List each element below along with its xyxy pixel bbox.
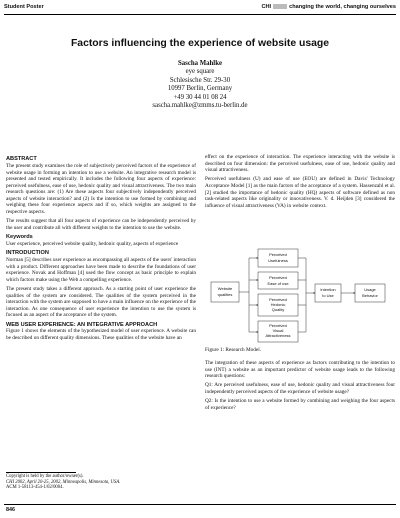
abstract-heading: ABSTRACT [6,156,37,162]
author-email: sascha.mahlke@zmms.tu-berlin.de [152,102,248,110]
usage-label-2: Behavior [362,293,378,298]
usage-label-1: Usage [364,287,376,292]
research-model-diagram [205,240,395,360]
hedonic-label-1: Perceived [269,297,287,302]
footnote-line: CHI 2002, April 20-25, 2002, Minneapolis, Minnesota, USA. [6,479,121,485]
keywords-heading: Keywords [6,234,33,241]
website-label-1: Website [217,286,233,291]
usefulness-label-1: Perceived [269,252,287,257]
paper-title: Factors influencing the experience of website usage [70,38,330,49]
hedonic-label-3: Quality [271,307,285,312]
copyright-footnote [6,472,146,491]
usefulness-label-2: Usefulness [268,258,288,263]
web-ux-heading: WEB USER EXPERIENCE: AN INTEGRATIVE APPROACH [6,321,158,328]
abstract-paragraph: The results suggest that all four aspects of experience can be independently perceived by the user and contribute all with different weights to the intention to use the website. [6,218,196,231]
footnote-line: Copyright is held by the author/owner(s). [6,474,84,479]
left-column [6,154,196,344]
body-paragraph: The integration of these aspects of experience as factors contributing to the intention to use (INT) a website as an important predictor of website usage leads to the following research questions: [205,360,395,380]
website-label-2: qualities [217,292,233,297]
footnote-rule [6,472,76,473]
figure-caption: Figure 1: Research Model. [205,347,261,353]
page-header [4,2,396,13]
hedonic-label-2: Hedonic [270,302,286,307]
header-rule [4,14,396,15]
visual-label-1: Perceived [269,323,287,328]
author-block [0,60,400,110]
web-ux-paragraph: Figure 1 shows the elements of the hypothesized model of user experience. A website can be described on different quality dimensions. These qualities of the website have an [6,328,196,342]
intro-paragraph: Norman [5] describes user experience as encompassing all aspects of the users' interaction with a product. Different approaches have been made to describe the foundations of user experience. Novak and Hoffman [4] used the flow concept as basic principle to explain which factors make using the Web a compelling experience. [6,257,196,283]
ease-label-1: Perceived [269,275,287,280]
intention-label-1: Intention [320,287,336,292]
intro-paragraph: The present study takes a different approach. As a starting point of user experience the qualities of the system are considered. The qualities of the system perceived in the interaction with the system are supposed to have a main influence on the experience of the interaction. As one consequence of user experience the intention to use the system is focused as an aspect of the acceptance of the system. [6,286,196,319]
right-column-lower [205,360,395,414]
author-line: 10997 Berlin, Germany [167,85,233,93]
research-question: Q1: Are perceived usefulness, ease of use, hedonic quality and visual attractiveness four independently perceived aspects of the experience of website usage? [205,382,395,395]
header-chi: CHI [261,4,272,10]
header-right [261,4,396,10]
visual-label-2: Visual [272,328,284,333]
page-number: 846 [6,507,15,513]
body-paragraph: effect on the experience of interaction. The experience interacting with the website is described on four dimension: the perceived usefulness, ease of use, hedonic quality and visual attractiveness. [205,154,395,174]
intention-label-2: to Use [322,293,334,298]
header-left: Student Poster [4,4,44,10]
abstract-paragraph: The present study examines the role of subjectively perceived factors of the experience of website usage in forming an intention to use a website. An integrative research model is presented and tested empirically. It includes the following four aspects of experience: perceived usefulness, ease of use, hedonic quality and visual attractiveness. The two main research questions are: (1) Are these aspects four subjectively independently perceived aspects of website interaction? and (2) Is the intention to use formed by combining and weighing these four experience aspects and if so, which weights are assigned to the respective aspects. [6,162,196,216]
author-line: Schlesische Str. 29-30 [169,76,231,84]
header-slogan: changing the world, changing ourselves [289,4,396,10]
author-line: +49 30 44 01 08 24 [173,93,227,101]
right-column [205,154,395,212]
footer-rule [4,504,396,505]
chi-logo-icon [273,4,287,9]
visual-label-3: Attractiveness [265,333,291,338]
keywords-text: User experience, perceived website quality, hedonic quality, aspects of experience [6,240,179,247]
research-question: Q2: Is the intention to use a website formed by combining and weighing the four aspects of experience? [205,398,395,411]
ease-label-2: Ease of use [267,281,289,286]
author-line: eye square [185,68,215,76]
footnote-line: ACM 1-58113-454-1/02/0004. [6,485,64,491]
intro-heading: INTRODUCTION [6,250,49,257]
body-paragraph: Perceived usefulness (U) and ease of use (EOU) are defined in Davis' Technology Acceptance Model [1] as the main factors of the acceptance of a system. Hassenzahl et al. [2] studied the importance of hedonic quality (HQ) aspects of software defined as non task-related aspects like originality or innovativeness. V. d. Heijden [3] considered the influence of visual attractiveness (VA) in website context. [205,176,395,209]
author-name: Sascha Mahlke [178,60,222,67]
